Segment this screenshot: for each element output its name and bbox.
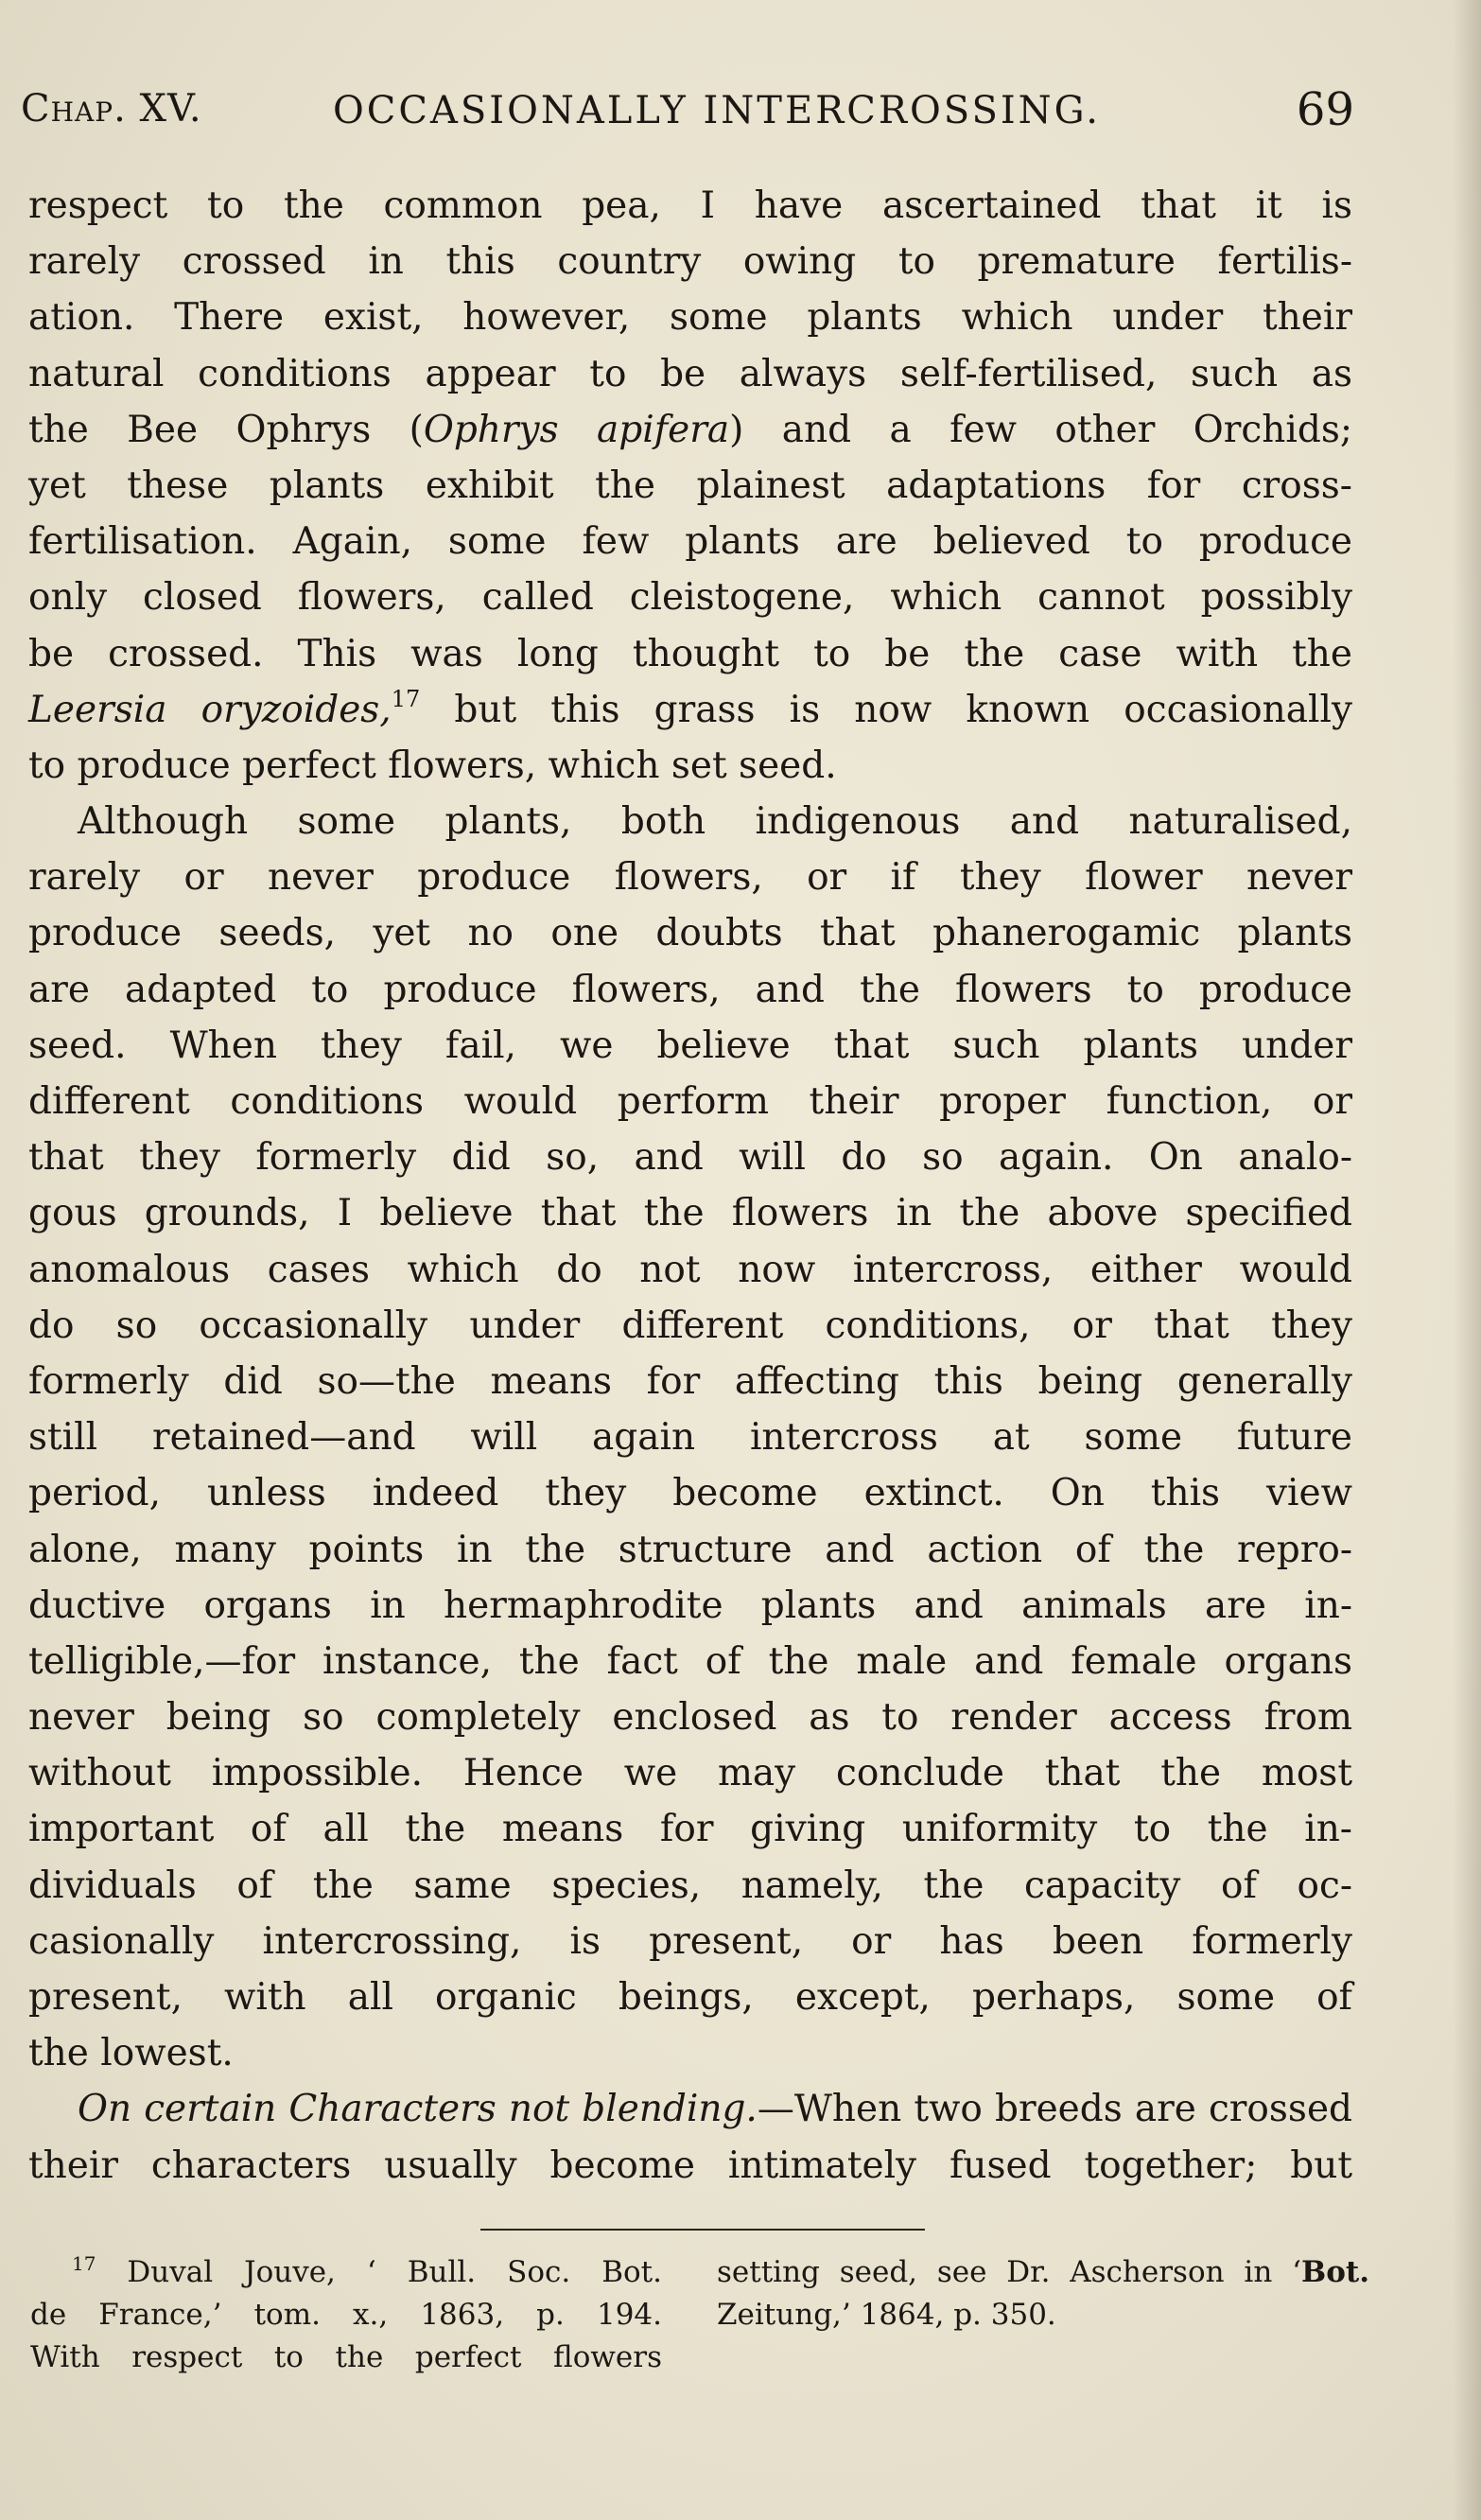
text-line: seed. When they fail, we believe that such plants under (28, 1024, 1352, 1067)
running-title: OCCASIONALLY INTERCROSSING. (333, 89, 1101, 132)
text-line: gous grounds, I believe that the flowers in the above specified (28, 1192, 1352, 1235)
text-line: anomalous cases which do not now intercross, either would (28, 1248, 1352, 1291)
species-name-leersia: Leersia oryzoides, (28, 688, 392, 731)
text-line: natural conditions appear to be always self-fertilised, such as (28, 352, 1352, 395)
text-line: without impossible. Hence we may conclude that the most (28, 1752, 1352, 1795)
text-line: Although some plants, both indigenous and naturalised, (78, 800, 1352, 844)
text-line: are adapted to produce flowers, and the flowers to produce (28, 968, 1352, 1011)
footnote-line: With respect to the perfect flowers (30, 2340, 662, 2374)
text-line: alone, many points in the structure and action of the repro- (28, 1528, 1352, 1571)
text-line: formerly did so—the means for affecting this being generally (28, 1359, 1352, 1403)
text-line (28, 682, 1352, 738)
species-name-ophrys: Ophrys apifera (423, 408, 730, 451)
chapter-label: Chap. XV. (21, 87, 202, 131)
footnote-number: 17 (72, 2252, 96, 2275)
journal-abbreviation: Bot. (1301, 2255, 1369, 2289)
text-line: their characters usually become intimately fused together; but (28, 2144, 1352, 2187)
footnotes (30, 2251, 1369, 2384)
page-edge-shadow (1453, 0, 1481, 2520)
text-line: different conditions would perform their proper function, or (28, 1080, 1352, 1123)
text-line: important of all the means for giving uniformity to the in- (28, 1808, 1352, 1851)
footnote-line: de France,’ tom. x., 1863, p. 194. (30, 2298, 662, 2332)
text-line: respect to the common pea, I have ascertained that it is (28, 184, 1352, 227)
text-line: do so occasionally under different conditions, or that they (28, 1304, 1352, 1347)
text-segment: but this grass is now known occasionally (420, 688, 1352, 731)
text-line: still retained—and will again intercross at some future (28, 1416, 1352, 1460)
text-segment: —When two breeds are crossed (757, 2088, 1352, 2131)
text-segment: the Bee Ophrys ( (28, 408, 424, 451)
footnote-column-right (717, 2251, 1369, 2336)
running-head (21, 83, 1354, 140)
text-line (28, 402, 1352, 458)
text-line: be crossed. This was long thought to be the case with the (28, 632, 1352, 675)
text-line: casionally intercrossing, is present, or has been formerly (28, 1919, 1352, 1963)
footnote-rule (480, 2229, 925, 2231)
text-line: rarely or never produce flowers, or if they flower never (28, 856, 1352, 900)
footnote-column-left (30, 2251, 662, 2379)
footnote-reference[interactable]: 17 (391, 685, 421, 712)
footnote-line: Zeitung,’ 1864, p. 350. (717, 2298, 1056, 2332)
text-line: dividuals of the same species, namely, the capacity of oc- (28, 1864, 1352, 1907)
footnote-text: Duval Jouve, ‘ Bull. Soc. Bot. (96, 2255, 662, 2289)
text-line: telligible,—for instance, the fact of the male and female organs (28, 1639, 1352, 1683)
footnote-text: setting seed, see Dr. Ascherson in ‘ (717, 2255, 1301, 2289)
body-text (28, 178, 1352, 2194)
text-line (28, 2081, 1352, 2137)
page-number: 69 (1296, 83, 1354, 136)
text-line: period, unless indeed they become extinct. On this view (28, 1472, 1352, 1515)
text-line: yet these plants exhibit the plainest adaptations for cross- (28, 464, 1352, 507)
text-line: the lowest. (28, 2032, 234, 2075)
text-line: produce seeds, yet no one doubts that phanerogamic plants (28, 912, 1352, 955)
text-line: ation. There exist, however, some plants which under their (28, 296, 1352, 340)
text-line: only closed flowers, called cleistogene, which cannot possibly (28, 576, 1352, 620)
section-heading: On certain Characters not blending. (78, 2088, 758, 2131)
footnote-line (717, 2251, 1369, 2294)
text-line: to produce perfect flowers, which set seed. (28, 744, 837, 787)
text-line: that they formerly did so, and will do so again. On analo- (28, 1136, 1352, 1180)
text-line: never being so completely enclosed as to render access from (28, 1696, 1352, 1740)
footnote-line (30, 2251, 662, 2294)
text-line: present, with all organic beings, except, perhaps, some of (28, 1976, 1352, 2019)
text-segment: ) and a few other Orchids; (729, 408, 1352, 451)
text-line: rarely crossed in this country owing to premature fertilis- (28, 240, 1352, 284)
text-line: fertilisation. Again, some few plants are believed to produce (28, 520, 1352, 564)
text-line: ductive organs in hermaphrodite plants and animals are in- (28, 1584, 1352, 1627)
